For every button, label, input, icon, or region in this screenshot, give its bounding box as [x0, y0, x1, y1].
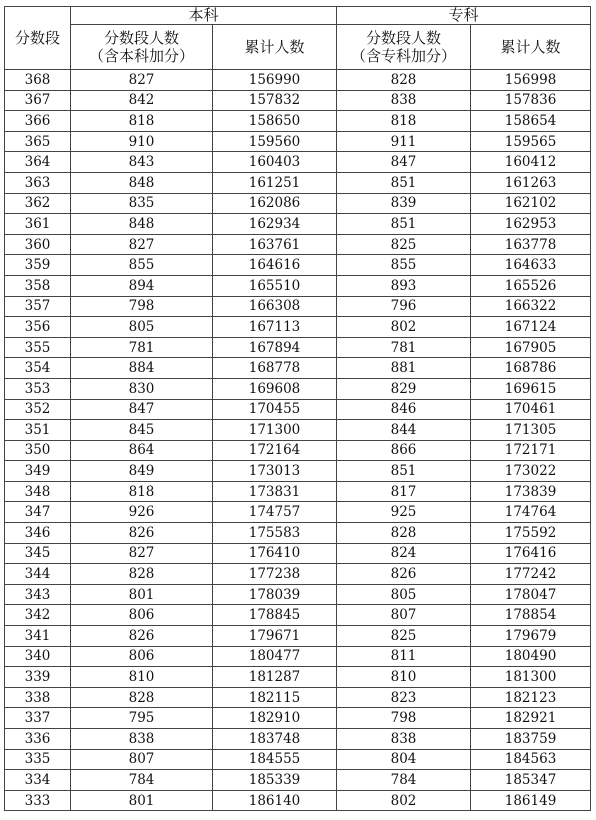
score-cell: 358	[5, 275, 71, 296]
zhuanke-count-cell: 851	[337, 172, 471, 193]
table-row	[5, 111, 591, 132]
score-cell: 344	[5, 564, 71, 585]
benke-count-cell: 806	[71, 646, 213, 667]
table-row	[5, 131, 591, 152]
benke-cumulative-cell: 173013	[213, 461, 337, 482]
benke-count-cell: 810	[71, 667, 213, 688]
zhuanke-count-cell: 881	[337, 358, 471, 379]
score-cell: 368	[5, 70, 71, 91]
benke-count-cell: 855	[71, 255, 213, 276]
table-row	[5, 605, 591, 626]
benke-cumulative-cell: 182910	[213, 708, 337, 729]
benke-group-header: 本科	[71, 7, 337, 25]
benke-count-cell: 826	[71, 626, 213, 647]
benke-cumulative-cell: 173831	[213, 481, 337, 502]
zhuanke-cumulative-cell: 184563	[471, 749, 591, 770]
zhuanke-cumulative-cell: 170461	[471, 399, 591, 420]
table-row	[5, 234, 591, 255]
benke-cumulative-cell: 163761	[213, 234, 337, 255]
benke-count-cell: 830	[71, 378, 213, 399]
zhuanke-cumulative-cell: 179679	[471, 626, 591, 647]
zhuanke-cumulative-cell: 161263	[471, 172, 591, 193]
benke-cumulative-cell: 170455	[213, 399, 337, 420]
zhuanke-count-cell: 911	[337, 131, 471, 152]
table-row	[5, 729, 591, 750]
zhuanke-count-cell: 817	[337, 481, 471, 502]
score-column-header: 分数段	[5, 7, 71, 70]
benke-cumulative-cell: 178039	[213, 584, 337, 605]
zhuanke-cumulative-cell: 173839	[471, 481, 591, 502]
zhuanke-cumulative-cell: 163778	[471, 234, 591, 255]
zhuanke-cumulative-cell: 174764	[471, 502, 591, 523]
table-row	[5, 502, 591, 523]
score-cell: 363	[5, 172, 71, 193]
score-cell: 338	[5, 687, 71, 708]
zhuanke-count-cell: 844	[337, 420, 471, 441]
zhuanke-count-cell: 796	[337, 296, 471, 317]
table-row	[5, 358, 591, 379]
table-row	[5, 70, 591, 91]
benke-count-cell: 801	[71, 584, 213, 605]
score-distribution-table	[4, 6, 591, 811]
zhuanke-cumulative-cell: 167124	[471, 317, 591, 338]
benke-cumulative-cell: 181287	[213, 667, 337, 688]
zhuanke-cumulative-cell: 185347	[471, 770, 591, 791]
zhuanke-count-cell: 825	[337, 626, 471, 647]
score-cell: 357	[5, 296, 71, 317]
benke-cumulative-cell: 175583	[213, 523, 337, 544]
benke-cumulative-cell: 169608	[213, 378, 337, 399]
zhuanke-count-cell: 846	[337, 399, 471, 420]
zhuanke-count-cell: 811	[337, 646, 471, 667]
table-body	[5, 70, 591, 811]
benke-count-cell: 926	[71, 502, 213, 523]
table-row	[5, 564, 591, 585]
table-row	[5, 317, 591, 338]
zhuanke-count-cell: 847	[337, 152, 471, 173]
table-row	[5, 399, 591, 420]
zhuanke-cumulative-cell: 158654	[471, 111, 591, 132]
zhuanke-count-cell: 784	[337, 770, 471, 791]
zhuanke-cumulative-cell: 181300	[471, 667, 591, 688]
benke-count-cell: 798	[71, 296, 213, 317]
score-distribution-table-wrapper	[4, 6, 591, 811]
score-cell: 352	[5, 399, 71, 420]
benke-count-cell: 784	[71, 770, 213, 791]
zhuanke-cumulative-header: 累计人数	[471, 25, 591, 70]
zhuanke-count-cell: 828	[337, 70, 471, 91]
zhuanke-count-cell: 838	[337, 90, 471, 111]
benke-cumulative-cell: 177238	[213, 564, 337, 585]
benke-count-cell: 845	[71, 420, 213, 441]
table-row	[5, 440, 591, 461]
score-cell: 350	[5, 440, 71, 461]
score-cell: 366	[5, 111, 71, 132]
zhuanke-count-cell: 829	[337, 378, 471, 399]
score-cell: 336	[5, 729, 71, 750]
table-row	[5, 378, 591, 399]
score-cell: 342	[5, 605, 71, 626]
score-cell: 364	[5, 152, 71, 173]
zhuanke-cumulative-cell: 178047	[471, 584, 591, 605]
benke-cumulative-cell: 157832	[213, 90, 337, 111]
score-cell: 360	[5, 234, 71, 255]
score-cell: 351	[5, 420, 71, 441]
table-row	[5, 646, 591, 667]
benke-count-cell: 842	[71, 90, 213, 111]
benke-count-header-line1: 分数段人数	[103, 29, 179, 47]
score-cell: 356	[5, 317, 71, 338]
zhuanke-count-header	[337, 25, 471, 70]
table-row	[5, 296, 591, 317]
table-row	[5, 523, 591, 544]
zhuanke-cumulative-cell: 173022	[471, 461, 591, 482]
benke-cumulative-cell: 172164	[213, 440, 337, 461]
benke-cumulative-cell: 160403	[213, 152, 337, 173]
zhuanke-cumulative-cell: 167905	[471, 337, 591, 358]
benke-count-cell: 818	[71, 481, 213, 502]
score-cell: 335	[5, 749, 71, 770]
table-row	[5, 770, 591, 791]
benke-count-cell: 801	[71, 790, 213, 811]
score-cell: 355	[5, 337, 71, 358]
benke-cumulative-cell: 167894	[213, 337, 337, 358]
zhuanke-count-cell: 851	[337, 461, 471, 482]
table-row	[5, 687, 591, 708]
zhuanke-cumulative-cell: 157836	[471, 90, 591, 111]
table-row	[5, 214, 591, 235]
zhuanke-count-cell: 807	[337, 605, 471, 626]
benke-count-header-line2: （含本科加分）	[88, 47, 194, 65]
zhuanke-cumulative-cell: 176416	[471, 543, 591, 564]
score-cell: 337	[5, 708, 71, 729]
table-row	[5, 275, 591, 296]
benke-count-cell: 847	[71, 399, 213, 420]
zhuanke-count-cell: 855	[337, 255, 471, 276]
zhuanke-cumulative-cell: 182123	[471, 687, 591, 708]
zhuanke-count-cell: 802	[337, 790, 471, 811]
benke-count-cell: 827	[71, 543, 213, 564]
benke-cumulative-cell: 162934	[213, 214, 337, 235]
table-row	[5, 749, 591, 770]
table-header	[5, 7, 591, 70]
score-cell: 349	[5, 461, 71, 482]
zhuanke-cumulative-cell: 159565	[471, 131, 591, 152]
zhuanke-count-cell: 810	[337, 667, 471, 688]
benke-cumulative-cell: 156990	[213, 70, 337, 91]
zhuanke-cumulative-cell: 162953	[471, 214, 591, 235]
zhuanke-cumulative-cell: 162102	[471, 193, 591, 214]
benke-count-cell: 849	[71, 461, 213, 482]
score-cell: 343	[5, 584, 71, 605]
benke-cumulative-cell: 178845	[213, 605, 337, 626]
zhuanke-count-cell: 818	[337, 111, 471, 132]
header-row-bottom	[5, 25, 591, 70]
score-cell: 345	[5, 543, 71, 564]
benke-count-cell: 827	[71, 70, 213, 91]
zhuanke-cumulative-cell: 177242	[471, 564, 591, 585]
benke-cumulative-cell: 161251	[213, 172, 337, 193]
zhuanke-count-cell: 826	[337, 564, 471, 585]
score-cell: 333	[5, 790, 71, 811]
benke-count-cell: 894	[71, 275, 213, 296]
score-cell: 340	[5, 646, 71, 667]
zhuanke-count-cell: 893	[337, 275, 471, 296]
zhuanke-cumulative-cell: 164633	[471, 255, 591, 276]
zhuanke-count-cell: 838	[337, 729, 471, 750]
benke-count-cell: 795	[71, 708, 213, 729]
benke-count-cell: 826	[71, 523, 213, 544]
zhuanke-cumulative-cell: 175592	[471, 523, 591, 544]
benke-count-cell: 884	[71, 358, 213, 379]
benke-count-cell: 848	[71, 214, 213, 235]
zhuanke-cumulative-cell: 171305	[471, 420, 591, 441]
benke-count-cell: 806	[71, 605, 213, 626]
table-row	[5, 461, 591, 482]
zhuanke-count-cell: 825	[337, 234, 471, 255]
zhuanke-group-header: 专科	[337, 7, 591, 25]
table-row	[5, 790, 591, 811]
benke-count-cell: 828	[71, 687, 213, 708]
zhuanke-cumulative-cell: 160412	[471, 152, 591, 173]
benke-cumulative-cell: 168778	[213, 358, 337, 379]
table-row	[5, 420, 591, 441]
table-row	[5, 152, 591, 173]
zhuanke-cumulative-cell: 183759	[471, 729, 591, 750]
table-row	[5, 584, 591, 605]
score-cell: 359	[5, 255, 71, 276]
benke-count-cell: 848	[71, 172, 213, 193]
score-cell: 365	[5, 131, 71, 152]
zhuanke-count-cell: 781	[337, 337, 471, 358]
benke-count-cell: 838	[71, 729, 213, 750]
benke-cumulative-cell: 179671	[213, 626, 337, 647]
zhuanke-count-cell: 851	[337, 214, 471, 235]
benke-cumulative-cell: 165510	[213, 275, 337, 296]
benke-count-header	[71, 25, 213, 70]
benke-cumulative-header: 累计人数	[213, 25, 337, 70]
benke-cumulative-cell: 183748	[213, 729, 337, 750]
zhuanke-cumulative-cell: 156998	[471, 70, 591, 91]
zhuanke-count-cell: 823	[337, 687, 471, 708]
zhuanke-count-cell: 798	[337, 708, 471, 729]
benke-count-cell: 828	[71, 564, 213, 585]
zhuanke-count-cell: 839	[337, 193, 471, 214]
table-row	[5, 543, 591, 564]
zhuanke-count-cell: 828	[337, 523, 471, 544]
benke-cumulative-cell: 167113	[213, 317, 337, 338]
score-cell: 353	[5, 378, 71, 399]
benke-cumulative-cell: 164616	[213, 255, 337, 276]
table-row	[5, 337, 591, 358]
zhuanke-cumulative-cell: 168786	[471, 358, 591, 379]
score-cell: 341	[5, 626, 71, 647]
zhuanke-cumulative-cell: 169615	[471, 378, 591, 399]
zhuanke-count-cell: 805	[337, 584, 471, 605]
benke-cumulative-cell: 158650	[213, 111, 337, 132]
table-row	[5, 626, 591, 647]
zhuanke-count-cell: 824	[337, 543, 471, 564]
zhuanke-cumulative-cell: 172171	[471, 440, 591, 461]
score-cell: 339	[5, 667, 71, 688]
table-row	[5, 255, 591, 276]
benke-cumulative-cell: 184555	[213, 749, 337, 770]
zhuanke-count-header-line1: 分数段人数	[366, 29, 442, 47]
zhuanke-cumulative-cell: 180490	[471, 646, 591, 667]
zhuanke-count-header-line2: （含专科加分）	[351, 47, 457, 65]
table-row	[5, 481, 591, 502]
benke-cumulative-cell: 166308	[213, 296, 337, 317]
benke-cumulative-cell: 185339	[213, 770, 337, 791]
benke-cumulative-cell: 174757	[213, 502, 337, 523]
score-cell: 347	[5, 502, 71, 523]
score-cell: 346	[5, 523, 71, 544]
benke-cumulative-cell: 159560	[213, 131, 337, 152]
benke-count-cell: 843	[71, 152, 213, 173]
benke-count-cell: 805	[71, 317, 213, 338]
benke-cumulative-cell: 186140	[213, 790, 337, 811]
table-row	[5, 172, 591, 193]
benke-count-cell: 835	[71, 193, 213, 214]
score-cell: 354	[5, 358, 71, 379]
score-cell: 361	[5, 214, 71, 235]
zhuanke-cumulative-cell: 165526	[471, 275, 591, 296]
benke-count-cell: 864	[71, 440, 213, 461]
benke-cumulative-cell: 180477	[213, 646, 337, 667]
benke-cumulative-cell: 171300	[213, 420, 337, 441]
zhuanke-cumulative-cell: 186149	[471, 790, 591, 811]
benke-count-cell: 807	[71, 749, 213, 770]
zhuanke-cumulative-cell: 178854	[471, 605, 591, 626]
zhuanke-count-cell: 804	[337, 749, 471, 770]
benke-cumulative-cell: 176410	[213, 543, 337, 564]
score-cell: 367	[5, 90, 71, 111]
zhuanke-cumulative-cell: 166322	[471, 296, 591, 317]
score-cell: 362	[5, 193, 71, 214]
score-cell: 334	[5, 770, 71, 791]
benke-cumulative-cell: 162086	[213, 193, 337, 214]
benke-count-cell: 781	[71, 337, 213, 358]
table-row	[5, 708, 591, 729]
header-row-top	[5, 7, 591, 25]
benke-count-cell: 818	[71, 111, 213, 132]
benke-count-cell: 827	[71, 234, 213, 255]
table-row	[5, 90, 591, 111]
table-row	[5, 193, 591, 214]
benke-cumulative-cell: 182115	[213, 687, 337, 708]
zhuanke-cumulative-cell: 182921	[471, 708, 591, 729]
benke-count-cell: 910	[71, 131, 213, 152]
zhuanke-count-cell: 866	[337, 440, 471, 461]
score-cell: 348	[5, 481, 71, 502]
zhuanke-count-cell: 925	[337, 502, 471, 523]
table-row	[5, 667, 591, 688]
zhuanke-count-cell: 802	[337, 317, 471, 338]
